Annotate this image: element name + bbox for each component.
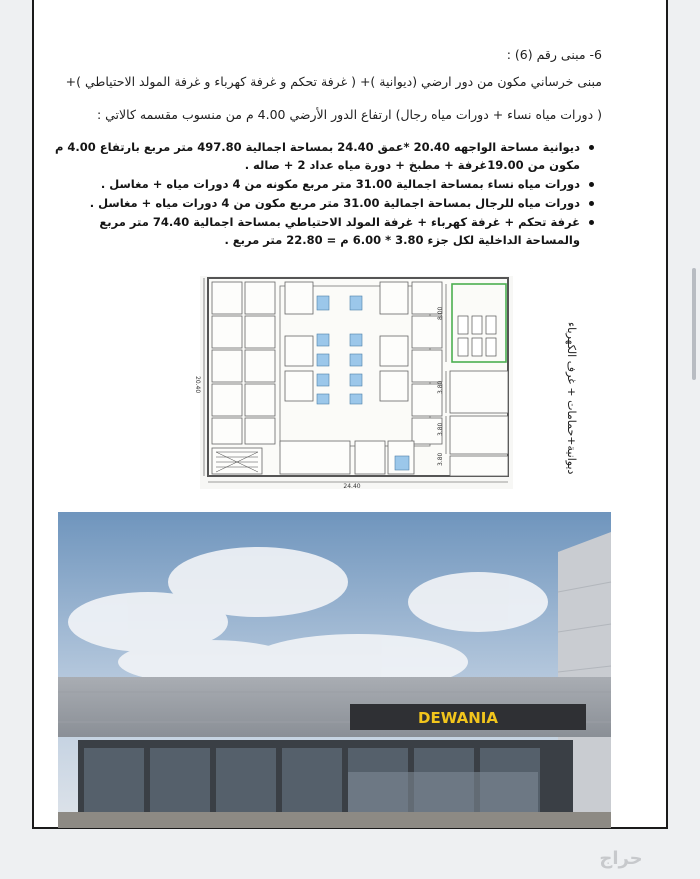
- spec-item-men-wc: دورات مياه للرجال بمساحة اجمالية 31.00 متر مربع مكون من 4 دورات مياه + مغاسل .: [52, 194, 580, 212]
- spec-item-dewania: ديوانية مساحة الواجهه 20.40 *عمق 24.40 بمساحة اجمالية 497.80 متر مربع بارتفاع 4.00 م مكون من 19.00غرفة + مطبخ + دورة مياه عداد 2 + صاله .: [52, 138, 580, 174]
- plan-dim-c: 3.80: [437, 422, 444, 436]
- floor-plan: [194, 276, 513, 490]
- spec-item-control-rooms: غرفة تحكم + غرفة كهرباء + غرفة المولد الاحتياطي بمساحة اجمالية 74.40 متر مربع والمساحة الداخلية لكل جزء 3.80 * 6.00 م = 22.80 متر مربع .: [52, 213, 580, 249]
- section-heading: 6- مبنى رقم (6) :: [506, 47, 602, 62]
- plan-dim-a: 8.00: [437, 306, 444, 320]
- scrollbar[interactable]: [692, 268, 696, 380]
- intro-line-1: مبنى خرساني مكون من دور ارضي (ديوانية )+ ( غرفة تحكم و غرفة كهرباء و غرفة المولد الاحتياطي )+: [65, 74, 602, 89]
- dewania-sign: DEWANIA: [418, 709, 498, 727]
- plan-dim-d: 3.80: [437, 452, 444, 466]
- spec-list: [52, 138, 596, 250]
- plan-side-label: ديوانية+حمامات + غرف الكهرباء: [565, 321, 578, 475]
- watermark-logo: حراج: [599, 848, 643, 869]
- intro-line-2: ( دورات مياه نساء + دورات مياه رجال) ارتفاع الدور الأرضي 4.00 م من منسوب مقسمه كالاتي :: [96, 107, 602, 122]
- plan-dim-b: 3.80: [437, 380, 444, 394]
- plan-height-dim: 20.40: [194, 376, 201, 394]
- building-rendering: [58, 512, 611, 828]
- plan-width-dim: 24.40: [343, 483, 361, 490]
- spec-item-women-wc: دورات مياه نساء بمساحة اجمالية 31.00 متر مربع مكونه من 4 دورات مياه + مغاسل .: [52, 175, 580, 193]
